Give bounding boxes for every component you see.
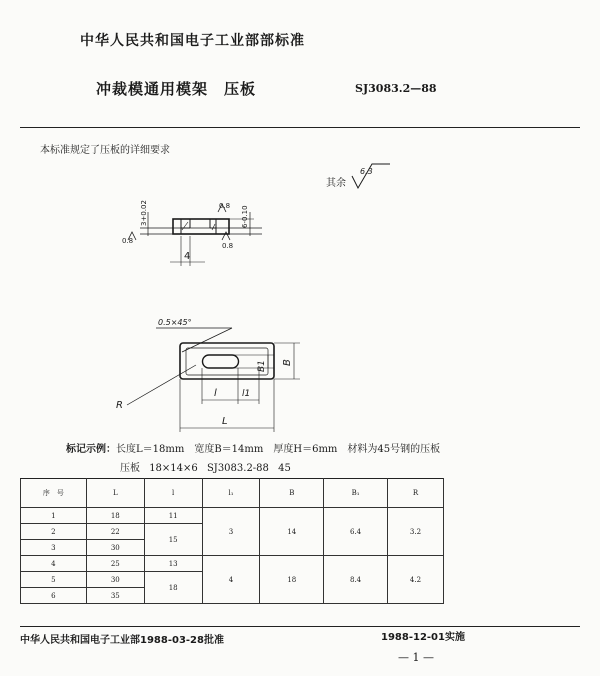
cell-L: 30: [86, 540, 144, 556]
cell-no: 3: [21, 540, 87, 556]
cell-B1-group1: 6.4: [324, 508, 388, 556]
table-header-row: [21, 479, 444, 508]
document-title: 冲裁模通用模架 压板: [96, 80, 257, 98]
marking-example-label: 标记示例：: [66, 444, 116, 455]
footer-rule: [20, 626, 580, 627]
dimension-b1: B1: [257, 360, 267, 372]
marking-example: [66, 440, 440, 455]
tolerance-height-left: 3+0.02: [140, 200, 148, 226]
cell-L: 18: [86, 508, 144, 524]
marking-size: 18×14×6: [149, 463, 198, 474]
chamfer-label: 0.5×45°: [158, 318, 192, 327]
cell-B-group2: 18: [260, 556, 324, 604]
effective-date: 1988-12-01实施: [381, 632, 465, 643]
dimension-l: l: [214, 388, 217, 399]
standard-organization: 中华人民共和国电子工业部部标准: [80, 33, 305, 49]
cell-R-group2: 4.2: [387, 556, 443, 604]
cell-no: 2: [21, 524, 87, 540]
cell-B-group1: 14: [260, 508, 324, 556]
cell-l: 18: [144, 572, 202, 604]
marking-material: 45: [278, 463, 291, 474]
header-no: 序 号: [21, 479, 87, 508]
marking-example-text: 长度L＝18mm 宽度B＝14mm 厚度H＝6mm 材料为45号钢的压板: [116, 444, 441, 455]
header-B1: B₁: [324, 479, 388, 508]
table-row: [21, 556, 444, 572]
radius-label: R: [116, 400, 123, 411]
page-number: — 1 —: [398, 651, 434, 664]
dimension-4: 4: [184, 251, 191, 262]
roughness-value: 6.3: [360, 167, 373, 176]
cell-L: 30: [86, 572, 144, 588]
cell-L: 22: [86, 524, 144, 540]
cell-R-group1: 3.2: [387, 508, 443, 556]
cell-no: 6: [21, 588, 87, 604]
dimension-b: B: [282, 359, 293, 366]
roughness-a: 0.8: [122, 237, 134, 245]
marking-name: 压板: [120, 463, 140, 474]
marking-example-line2: [120, 459, 291, 474]
cell-l1-group1: 3: [202, 508, 260, 556]
cell-no: 4: [21, 556, 87, 572]
dimension-L: L: [222, 416, 228, 427]
marking-standard: SJ3083.2-88: [206, 463, 269, 474]
cell-L: 25: [86, 556, 144, 572]
dimension-l1: l1: [242, 389, 251, 399]
roughness-c: 0.8: [222, 242, 234, 250]
header-l: l: [144, 479, 202, 508]
cell-l: 15: [144, 524, 202, 556]
cell-no: 1: [21, 508, 87, 524]
intro-text: 本标准规定了压板的详细要求: [40, 145, 170, 156]
top-view: [127, 328, 300, 432]
roughness-b: 0.8: [219, 202, 231, 210]
spec-table: [20, 478, 444, 604]
header-L: L: [86, 479, 144, 508]
cell-B1-group2: 8.4: [324, 556, 388, 604]
technical-drawing: [0, 150, 600, 440]
header-R: R: [387, 479, 443, 508]
table-row: [21, 508, 444, 524]
cell-l: 11: [144, 508, 202, 524]
cell-no: 5: [21, 572, 87, 588]
approval-note: 中华人民共和国电子工业部1988-03-28批准: [20, 635, 224, 646]
cell-L: 35: [86, 588, 144, 604]
header-B: B: [260, 479, 324, 508]
roughness-note: 其余: [326, 178, 346, 189]
standard-code: SJ3083.2—88: [355, 82, 437, 95]
tolerance-height-right: 6-0.10: [241, 205, 249, 228]
header-l1: l₁: [202, 479, 260, 508]
cell-l1-group2: 4: [202, 556, 260, 604]
header-rule: [20, 127, 580, 128]
cell-l: 13: [144, 556, 202, 572]
